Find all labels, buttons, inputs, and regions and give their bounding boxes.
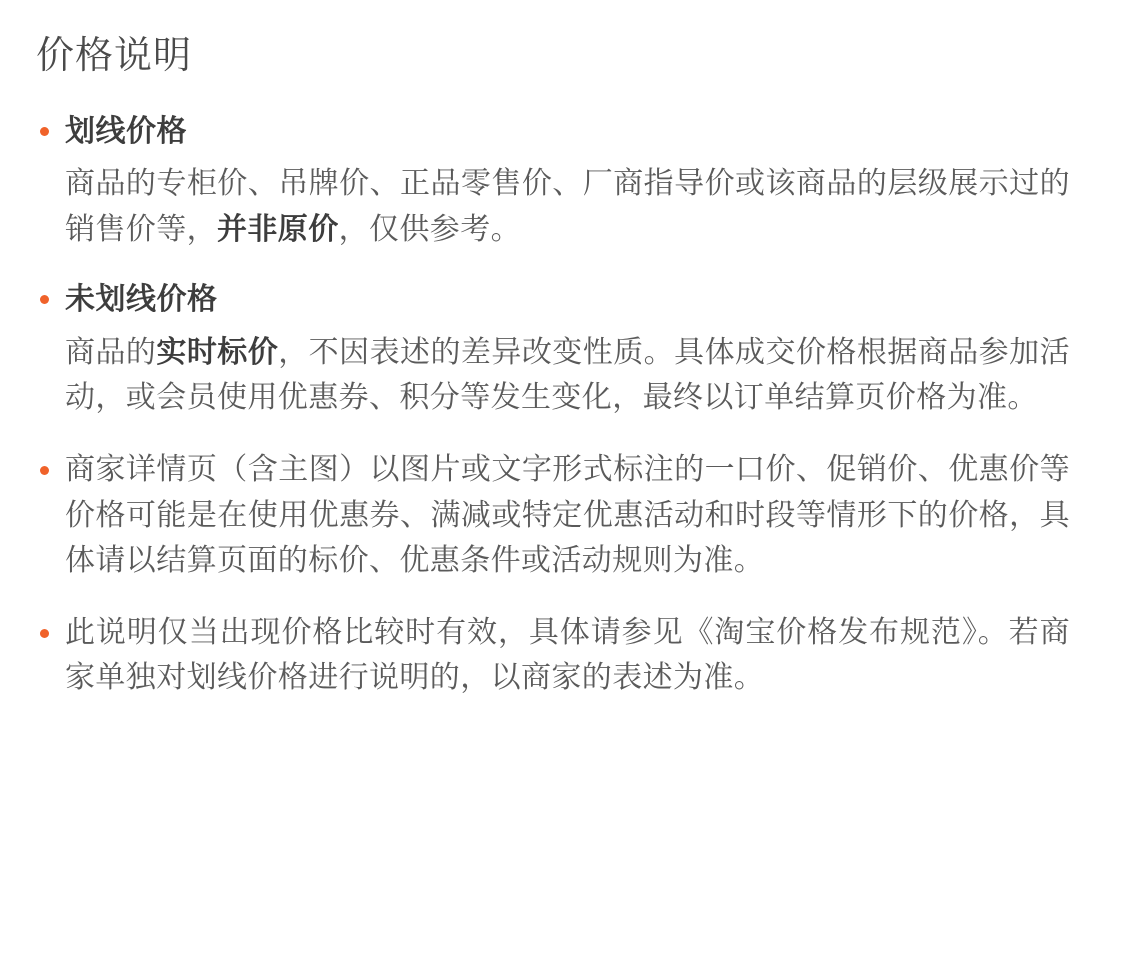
page-title: 价格说明 [36,35,193,77]
section-heading: 划线价格 [65,114,187,148]
bullet-dot-icon [40,127,49,136]
section-body [65,330,1070,421]
list-item [36,110,1070,253]
bullet-dot-icon [40,629,49,638]
list-item [36,447,1070,584]
explanation-list [36,110,1070,701]
section-body [65,161,1070,252]
bullet-dot-icon [40,295,49,304]
body-text: 商家详情页（含主图）以图片或文字形式标注的一口价、促销价、优惠价等价格可能是在使用优惠券、满减或特定优惠活动和时段等情形下的价格，具体请以结算页面的标价、优惠条件或活动规则为准。 [65,452,1070,578]
body-text: ，不因表述的差异改变性质。具体成交价格根据商品参加活动，或会员使用优惠券、积分等发生变化，最终以订单结算页价格为准。 [65,335,1070,415]
emphasized-text: 实时标价 [156,335,279,369]
section-heading: 未划线价格 [65,283,218,317]
section-body [65,610,1070,701]
section-body [65,447,1070,584]
body-text: 此说明仅当出现价格比较时有效，具体请参见《淘宝价格发布规范》。若商家单独对划线价格进行说明的，以商家的表述为准。 [65,615,1070,695]
body-text: 商品的 [65,335,157,369]
bullet-dot-icon [40,466,49,475]
emphasized-text: 并非原价 [217,212,339,246]
body-text: 商品的专柜价、吊牌价、正品零售价、厂商指导价或该商品的层级展示过的销售价等， [65,167,1070,246]
list-item [36,278,1070,421]
list-item [36,610,1070,701]
body-text: ，仅供参考。 [338,212,522,246]
